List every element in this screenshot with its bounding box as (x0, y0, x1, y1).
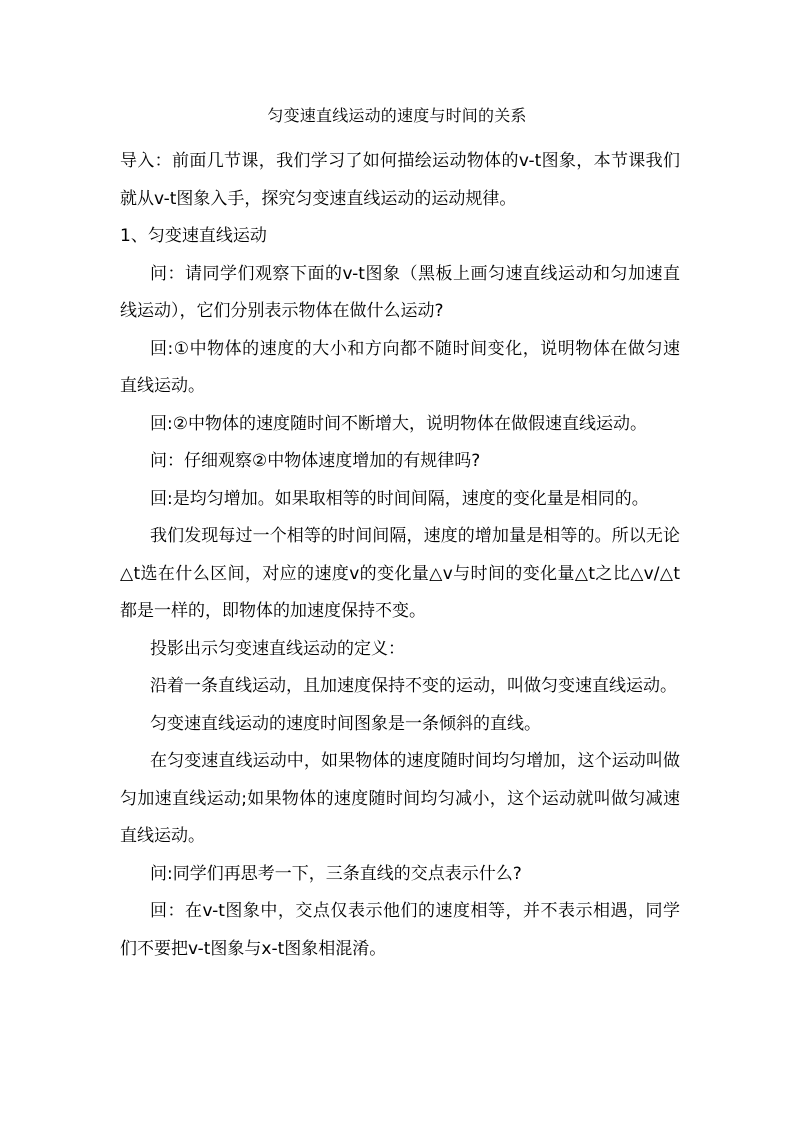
paragraph-answer-1: 回:①中物体的速度的大小和方向都不随时间变化，说明物体在做匀速直线运动。 (120, 338, 680, 396)
paragraph-intro: 导入：前面几节课，我们学习了如何描绘运动物体的v-t图象，本节课我们就从v-t图象入手，探究匀变速直线运动的运动规律。 (120, 151, 680, 209)
paragraph-question-2: 问：仔细观察②中物体速度增加的有规律吗? (150, 451, 481, 471)
paragraph-graph-note: 匀变速直线运动的速度时间图象是一条倾斜的直线。 (150, 713, 541, 734)
paragraph-acceleration-types: 在匀变速直线运动中，如果物体的速度随时间均匀增加，这个运动叫做匀加速直线运动;如果物体的速度随时间均匀减小，这个运动就叫做匀减速直线运动。 (120, 751, 680, 846)
section-heading-1: 1、匀变速直线运动 (120, 226, 267, 246)
document-title: 匀变速直线运动的速度与时间的关系 (267, 106, 527, 125)
paragraph-definition: 沿着一条直线运动，且加速度保持不变的运动，叫做匀变速直线运动。 (150, 676, 677, 696)
paragraph-finding: 我们发现每过一个相等的时间间隔，速度的增加量是相等的。所以无论△t选在什么区间，对应的速度v的变化量△v与时间的变化量△t之比△v/△t都是一样的，即物体的加速度保持不变。 (120, 526, 680, 621)
paragraph-question-3: 问:同学们再思考一下，三条直线的交点表示什么? (150, 863, 522, 884)
document-body (120, 143, 680, 968)
paragraph-answer-4: 回：在v-t图象中，交点仅表示他们的速度相等，并不表示相遇，同学们不要把v-t图象与x-t图象相混淆。 (120, 901, 680, 959)
paragraph-question-1: 问：请同学们观察下面的v-t图象（黑板上画匀速直线运动和匀加速直线运动），它们分别表示物体在做什么运动? (120, 263, 680, 321)
paragraph-answer-2: 回:②中物体的速度随时间不断增大，说明物体在做假速直线运动。 (150, 413, 647, 434)
paragraph-projection: 投影出示匀变速直线运动的定义： (150, 638, 405, 659)
paragraph-answer-3: 回:是均匀增加。如果取相等的时间间隔，速度的变化量是相同的。 (150, 488, 649, 509)
